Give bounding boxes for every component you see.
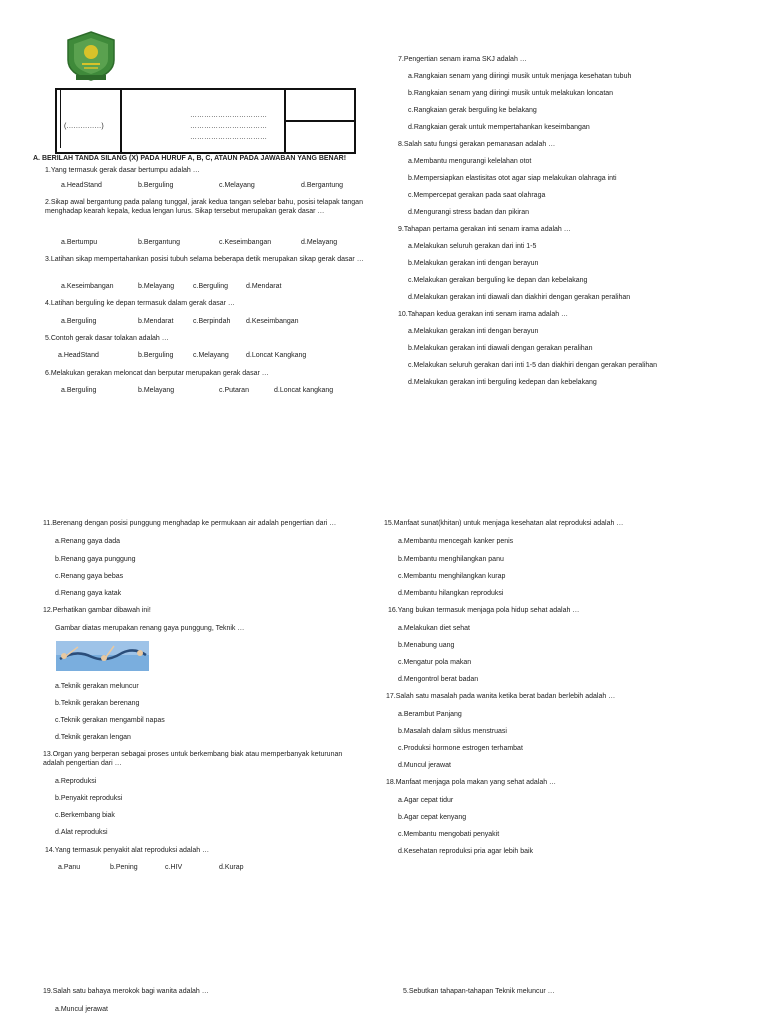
q15-option-d[interactable]: d.Membantu hilangkan reproduksi bbox=[398, 590, 504, 597]
q17-option-a[interactable]: a.Berambut Panjang bbox=[398, 711, 462, 718]
q15-option-a[interactable]: a.Membantu mencegah kanker penis bbox=[398, 538, 514, 545]
q8-option-d[interactable]: d.Mengurangi stress badan dan pikiran bbox=[408, 209, 530, 216]
q13-option-b[interactable]: b.Penyakit reproduksi bbox=[55, 795, 123, 802]
backstroke-swimmer-image bbox=[56, 641, 149, 671]
question-9: 9.Tahapan pertama gerakan inti senam irama adalah … bbox=[398, 226, 571, 233]
q6-option-d[interactable]: d.Loncat kangkang bbox=[274, 387, 334, 394]
q14-option-b[interactable]: b.Pening bbox=[110, 864, 138, 871]
q7-option-b[interactable]: b.Rangkaian senam yang diiringi musik untuk melakukan loncatan bbox=[408, 90, 614, 97]
question-16: 16.Yang bukan termasuk menjaga pola hidup sehat adalah … bbox=[388, 607, 580, 614]
q3-option-a[interactable]: a.Keseimbangan bbox=[61, 283, 114, 290]
q14-option-d[interactable]: d.Kurap bbox=[219, 864, 244, 871]
school-logo bbox=[62, 30, 120, 82]
q15-option-c[interactable]: c.Membantu menghilangkan kurap bbox=[398, 573, 506, 580]
q7-option-c[interactable]: c.Rangkaian gerak berguling ke belakang bbox=[408, 107, 537, 114]
q4-option-c[interactable]: c.Berpindah bbox=[193, 318, 231, 325]
question-6: 6.Melakukan gerakan meloncat dan berputar merupakan gerak dasar … bbox=[45, 370, 269, 377]
q16-option-a[interactable]: a.Melakukan diet sehat bbox=[398, 625, 470, 632]
q9-option-b[interactable]: b.Melakukan gerakan inti dengan berayun bbox=[408, 260, 539, 267]
q12-option-d[interactable]: d.Teknik gerakan lengan bbox=[55, 734, 131, 741]
q6-option-a[interactable]: a.Berguling bbox=[61, 387, 97, 394]
q9-option-d[interactable]: d.Melakukan gerakan inti diawali dan diakhiri dengan gerakan peralihan bbox=[408, 294, 631, 301]
q11-option-c[interactable]: c.Renang gaya bebas bbox=[55, 573, 124, 580]
q14-option-c[interactable]: c.HIV bbox=[165, 864, 183, 871]
q18-option-a[interactable]: a.Agar cepat tidur bbox=[398, 797, 454, 804]
q3-option-b[interactable]: b.Melayang bbox=[138, 283, 175, 290]
dotted-line: …………………………… bbox=[190, 123, 267, 130]
q2-option-b[interactable]: b.Bergantung bbox=[138, 239, 181, 246]
q15-option-b[interactable]: b.Membantu menghilangkan panu bbox=[398, 556, 504, 563]
question-5: 5.Contoh gerak dasar tolakan adalah … bbox=[45, 335, 169, 342]
question-3: 3.Latihan sikap mempertahankan posisi tubuh selama beberapa detik merupakan sikap gerak dasar … bbox=[45, 256, 364, 263]
q3-option-d[interactable]: d.Mendarat bbox=[246, 283, 282, 290]
q12-option-b[interactable]: b.Teknik gerakan berenang bbox=[55, 700, 140, 707]
q10-option-d[interactable]: d.Melakukan gerakan inti berguling kedepan dan kebelakang bbox=[408, 379, 597, 386]
q16-option-b[interactable]: b.Menabung uang bbox=[398, 642, 455, 649]
q8-option-c[interactable]: c.Mempercepat gerakan pada saat olahraga bbox=[408, 192, 546, 199]
q10-option-b[interactable]: b.Melakukan gerakan inti diawali dengan gerakan peralihan bbox=[408, 345, 593, 352]
q1-option-d[interactable]: d.Bergantung bbox=[301, 182, 344, 189]
q19-option-a[interactable]: a.Muncul jerawat bbox=[55, 1006, 108, 1013]
q13-option-a[interactable]: a.Reproduksi bbox=[55, 778, 97, 785]
q7-option-a[interactable]: a.Rangkaian senam yang diiringi musik untuk menjaga kesehatan tubuh bbox=[408, 73, 632, 80]
question-1: 1.Yang termasuk gerak dasar bertumpu adalah … bbox=[45, 167, 200, 174]
q11-option-a[interactable]: a.Renang gaya dada bbox=[55, 538, 120, 545]
dotted-line: …………………………… bbox=[190, 112, 267, 119]
q12-option-a[interactable]: a.Teknik gerakan meluncur bbox=[55, 683, 139, 690]
q1-option-c[interactable]: c.Melayang bbox=[219, 182, 255, 189]
header-box-left-inner bbox=[60, 90, 63, 148]
question-13: 13.Organ yang berperan sebagai proses untuk berkembang biak atau memperbanyak keturunan adalah pengertian dari … bbox=[43, 751, 343, 767]
question-4: 4.Latihan berguling ke depan termasuk dalam gerak dasar … bbox=[45, 300, 235, 307]
q5-option-c[interactable]: c.Melayang bbox=[193, 352, 229, 359]
q2-option-c[interactable]: c.Keseimbangan bbox=[219, 239, 272, 246]
question-12: 12.Perhatikan gambar dibawah ini! bbox=[43, 607, 151, 614]
question-2: 2.Sikap awal bergantung pada palang tunggal, jarak kedua tangan selebar bahu, posisi telapak tangan menghadap kearah kepala, kedua lengan lurus. Sikap tersebut merupakan gerak dasar … bbox=[45, 199, 363, 215]
question-18: 18.Manfaat menjaga pola makan yang sehat adalah … bbox=[386, 779, 557, 786]
essay-question-5: 5.Sebutkan tahapan-tahapan Teknik meluncur … bbox=[403, 988, 555, 995]
q5-option-d[interactable]: d.Loncat Kangkang bbox=[246, 352, 307, 359]
q9-option-a[interactable]: a.Melakukan seluruh gerakan dari inti 1-5 bbox=[408, 243, 537, 250]
question-10: 10.Tahapan kedua gerakan inti senam irama adalah … bbox=[398, 311, 569, 318]
q6-option-b[interactable]: b.Melayang bbox=[138, 387, 175, 394]
question-17: 17.Salah satu masalah pada wanita ketika berat badan berlebih adalah … bbox=[386, 693, 616, 700]
q3-option-c[interactable]: c.Berguling bbox=[193, 283, 229, 290]
q18-option-c[interactable]: c.Membantu mengobati penyakit bbox=[398, 831, 500, 838]
q4-option-b[interactable]: b.Mendarat bbox=[138, 318, 174, 325]
q4-option-d[interactable]: d.Keseimbangan bbox=[246, 318, 299, 325]
q17-option-d[interactable]: d.Muncul jerawat bbox=[398, 762, 451, 769]
q17-option-c[interactable]: c.Produksi hormone estrogen terhambat bbox=[398, 745, 523, 752]
q7-option-d[interactable]: d.Rangkaian gerak untuk mempertahankan keseimbangan bbox=[408, 124, 590, 131]
q9-option-c[interactable]: c.Melakukan gerakan berguling ke depan dan kebelakang bbox=[408, 277, 588, 284]
q16-option-d[interactable]: d.Mengontrol berat badan bbox=[398, 676, 479, 683]
section-instruction: A. BERILAH TANDA SILANG (X) PADA HURUF A, B, C, ATAUN PADA JAWABAN YANG BENAR! bbox=[33, 155, 347, 162]
q10-option-c[interactable]: c.Melakukan seluruh gerakan dari inti 1-5 dan diakhiri dengan gerakan peralihan bbox=[408, 362, 658, 369]
name-field: (……………) bbox=[64, 123, 104, 130]
q12-option-c[interactable]: c.Teknik gerakan mengambil napas bbox=[55, 717, 165, 724]
header-box-middle bbox=[120, 88, 286, 154]
header-box-right-top bbox=[284, 88, 356, 122]
q13-option-d[interactable]: d.Alat reproduksi bbox=[55, 829, 108, 836]
question-19: 19.Salah satu bahaya merokok bagi wanita adalah … bbox=[43, 988, 209, 995]
q16-option-c[interactable]: c.Mengatur pola makan bbox=[398, 659, 472, 666]
question-8: 8.Salah satu fungsi gerakan pemanasan adalah … bbox=[398, 141, 556, 148]
q4-option-a[interactable]: a.Berguling bbox=[61, 318, 97, 325]
q14-option-a[interactable]: a.Panu bbox=[58, 864, 81, 871]
q10-option-a[interactable]: a.Melakukan gerakan inti dengan berayun bbox=[408, 328, 539, 335]
q6-option-c[interactable]: c.Putaran bbox=[219, 387, 249, 394]
q8-option-b[interactable]: b.Mempersiapkan elastisitas otot agar siap melakukan olahraga inti bbox=[408, 175, 617, 182]
dotted-line: …………………………… bbox=[190, 134, 267, 141]
q18-option-b[interactable]: b.Agar cepat kenyang bbox=[398, 814, 467, 821]
q11-option-d[interactable]: d.Renang gaya katak bbox=[55, 590, 122, 597]
q1-option-b[interactable]: b.Berguling bbox=[138, 182, 174, 189]
header-box-right-bottom bbox=[284, 120, 356, 154]
question-11: 11.Berenang dengan posisi punggung menghadap ke permukaan air adalah pengertian dari … bbox=[43, 520, 337, 527]
question-14: 14.Yang termasuk penyakit alat reproduksi adalah … bbox=[45, 847, 210, 854]
q11-option-b[interactable]: b.Renang gaya punggung bbox=[55, 556, 136, 563]
q2-option-d[interactable]: d.Melayang bbox=[301, 239, 338, 246]
q18-option-d[interactable]: d.Kesehatan reproduksi pria agar lebih baik bbox=[398, 848, 534, 855]
question-12-sub: Gambar diatas merupakan renang gaya punggung, Teknik … bbox=[55, 625, 245, 632]
q1-option-a[interactable]: a.HeadStand bbox=[61, 182, 102, 189]
q5-option-a[interactable]: a.HeadStand bbox=[58, 352, 99, 359]
q17-option-b[interactable]: b.Masalah dalam siklus menstruasi bbox=[398, 728, 507, 735]
q8-option-a[interactable]: a.Membantu mengurangi kelelahan otot bbox=[408, 158, 532, 165]
q13-option-c[interactable]: c.Berkembang biak bbox=[55, 812, 115, 819]
q2-option-a[interactable]: a.Bertumpu bbox=[61, 239, 98, 246]
question-15: 15.Manfaat sunat(khitan) untuk menjaga kesehatan alat reproduksi adalah … bbox=[384, 520, 624, 527]
q5-option-b[interactable]: b.Berguling bbox=[138, 352, 174, 359]
header-box-left bbox=[55, 88, 122, 154]
question-7: 7.Pengertian senam irama SKJ adalah … bbox=[398, 56, 527, 63]
